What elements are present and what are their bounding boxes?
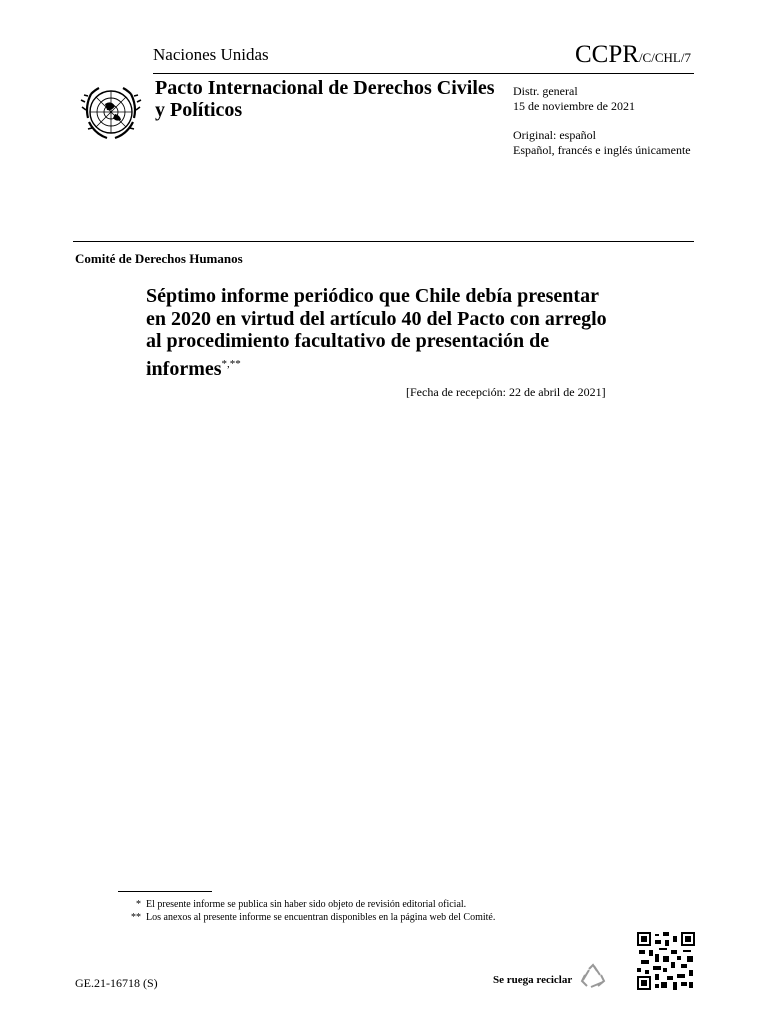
document-number: GE.21-16718 (S) [75, 976, 158, 990]
qr-code-icon [637, 932, 695, 990]
distribution-type: Distr. general [513, 84, 578, 98]
footnote-2-text: Los anexos al presente informe se encuentran disponibles en la página web del Comité. [146, 912, 496, 923]
document-symbol [575, 41, 691, 69]
footnote-1-text: El presente informe se publica sin haber sido objeto de revisión editorial oficial. [146, 899, 467, 910]
un-emblem-icon [75, 78, 147, 150]
treaty-title: Pacto Internacional de Derechos Civiles y Políticos [155, 77, 495, 121]
footnote-1-mark: * [136, 899, 141, 910]
section-rule [73, 241, 694, 242]
committee-name: Comité de Derechos Humanos [75, 251, 243, 266]
language-block [513, 128, 693, 158]
languages-available: Español, francés e inglés únicamente [513, 143, 691, 157]
footnote-1 [118, 898, 466, 911]
distribution-date: 15 de noviembre de 2021 [513, 99, 635, 113]
footnote-rule [118, 891, 212, 892]
reception-date: [Fecha de recepción: 22 de abril de 2021] [406, 385, 606, 399]
distribution-block [513, 84, 635, 114]
recycle-text: Se ruega reciclar [493, 974, 573, 986]
footnote-2 [118, 911, 495, 924]
footnote-2-mark: ** [131, 912, 141, 923]
report-title [146, 285, 616, 380]
header-rule [153, 73, 694, 74]
recycle-icon [579, 963, 607, 991]
footnote-marks: *,** [221, 357, 241, 370]
document-symbol-suffix: /C/CHL/7 [638, 50, 691, 65]
organization-name: Naciones Unidas [153, 45, 269, 64]
document-symbol-main: CCPR [575, 41, 639, 68]
original-language: Original: español [513, 128, 596, 142]
report-title-text: Séptimo informe periódico que Chile debía presentar en 2020 en virtud del artículo 40 del Pacto con arreglo al procedimiento facultativo de presentación de informes [146, 285, 607, 380]
